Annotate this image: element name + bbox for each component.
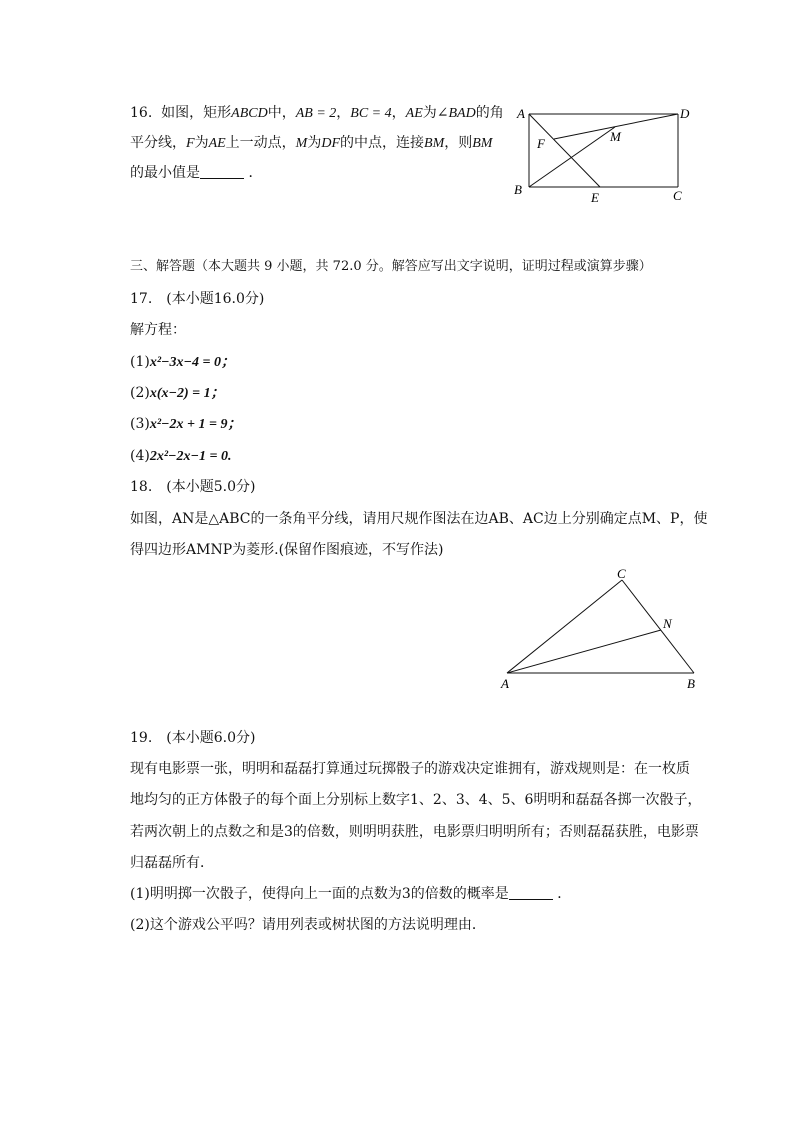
- label-F: F: [537, 136, 545, 151]
- q16-rectangle-figure: [505, 100, 705, 210]
- label-D: D: [680, 106, 690, 121]
- answer-blank[interactable]: [200, 164, 244, 179]
- segment-AN: [507, 630, 661, 673]
- q18-triangle-figure: [495, 562, 710, 697]
- segment-CB: [622, 580, 694, 673]
- q18-header: 18. (本小题5.0分): [130, 479, 256, 495]
- q16-line-3: 的最小值是 ．: [130, 165, 263, 181]
- q16-line-1: 16. 如图，矩形ABCD中，AB = 2，BC = 4，AE为∠BAD的角: [130, 105, 504, 121]
- q18-line-1: 如图，AN是△ABC的一条角平分线，请用尺规作图法在边AB、AC边上分别确定点M、P，使: [130, 511, 708, 527]
- label-B: B: [687, 676, 695, 691]
- label-E: E: [591, 190, 599, 205]
- q16-number: 16.: [130, 105, 153, 121]
- q17-intro: 解方程：: [130, 322, 186, 338]
- label-C: C: [617, 566, 626, 581]
- segment-AC: [507, 580, 622, 673]
- q19-header: 19. (本小题6.0分): [130, 730, 256, 746]
- q19-line-1: 现有电影票一张，明明和磊磊打算通过玩掷骰子的游戏决定谁拥有，游戏规则是：在一枚质: [130, 761, 690, 777]
- label-A: A: [501, 676, 509, 691]
- q17-eq1: (1)x²−3x−4 = 0；: [130, 354, 235, 370]
- q16-line-2: 平分线，F为AE上一动点，M为DF的中点，连接BM，则BM: [130, 135, 493, 151]
- answer-blank[interactable]: [509, 885, 553, 900]
- q19-line-4: 归磊磊所有．: [130, 855, 214, 871]
- q19-line-3: 若两次朝上的点数之和是3的倍数，则明明获胜，电影票归明明所有；否则磊磊获胜，电影票: [130, 824, 699, 840]
- q17-eq4: (4)2x²−2x−1 = 0.: [130, 448, 232, 464]
- label-M: M: [610, 129, 621, 144]
- label-N: N: [663, 616, 672, 631]
- q19-sub-2: (2)这个游戏公平吗？请用列表或树状图的方法说明理由．: [130, 917, 486, 933]
- label-A: A: [517, 106, 525, 121]
- q17-header: 17. (本小题16.0分): [130, 291, 265, 307]
- q17-eq2: (2)x(x−2) = 1；: [130, 385, 225, 401]
- q17-eq3: (3)x²−2x + 1 = 9；: [130, 416, 242, 432]
- label-C: C: [673, 188, 682, 203]
- label-B: B: [514, 182, 522, 197]
- q18-line-2: 得四边形AMNP为菱形.(保留作图痕迹，不写作法): [130, 542, 444, 558]
- q19-sub-1: (1)明明掷一次骰子，使得向上一面的点数为3的倍数的概率是 ．: [130, 886, 572, 902]
- q19-line-2: 地均匀的正方体骰子的每个面上分别标上数字1、2、3、4、5、6明明和磊磊各掷一次骰子，: [130, 792, 702, 808]
- section-3-title: 三、解答题（本大题共 9 小题，共 72.0 分。解答应写出文字说明，证明过程或演算步骤）: [130, 259, 652, 274]
